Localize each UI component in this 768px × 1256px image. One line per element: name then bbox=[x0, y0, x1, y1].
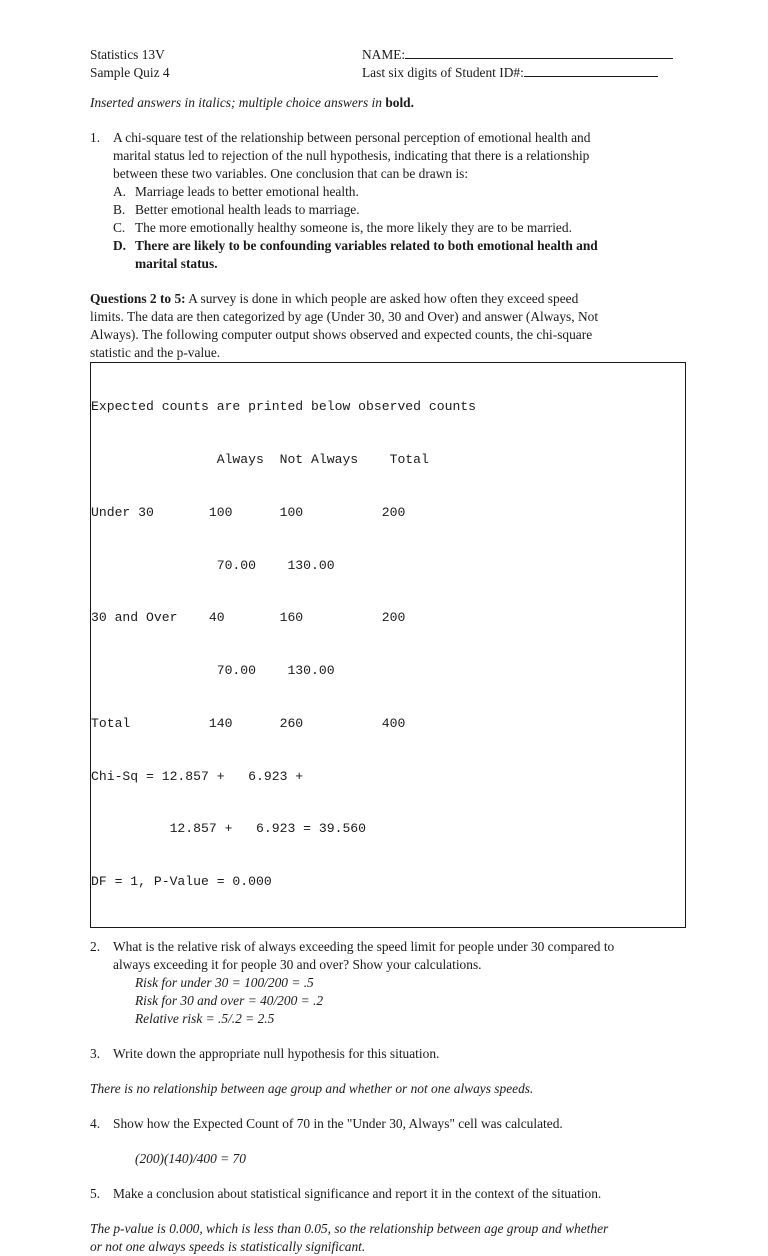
scenario-label: Questions 2 to 5: bbox=[90, 291, 186, 306]
question-text: Show how the Expected Count of 70 in the "Under 30, Always" cell was calculated. bbox=[113, 1116, 563, 1131]
computer-output-box bbox=[90, 362, 686, 928]
option-d-correct: D. There are likely to be confounding variables related to both emotional health and marital status. bbox=[113, 238, 598, 271]
output-line: 70.00 130.00 bbox=[91, 557, 335, 573]
student-id-label: Last six digits of Student ID#: bbox=[362, 65, 524, 80]
header-right bbox=[362, 46, 673, 82]
answer-q3: There is no relationship between age group and whether or not one always speeds. bbox=[90, 1081, 534, 1096]
header-left bbox=[90, 46, 170, 82]
output-line: 70.00 130.00 bbox=[91, 663, 335, 679]
question-1 bbox=[90, 129, 690, 273]
output-line: DF = 1, P-Value = 0.000 bbox=[91, 874, 272, 890]
output-line: 12.857 + 6.923 = 39.560 bbox=[91, 821, 367, 837]
answer-line: Risk for under 30 = 100/200 = .5 bbox=[135, 975, 314, 990]
quiz-page bbox=[90, 46, 690, 1256]
question-2 bbox=[90, 938, 690, 974]
question-text: between these two variables. One conclusion that can be drawn is: bbox=[113, 166, 469, 181]
question-text: marital status led to rejection of the null hypothesis, indicating that there is a relationship bbox=[113, 148, 590, 163]
scenario-text: Questions 2 to 5: A survey is done in which people are asked how often they exceed speed limits. The data are then categorized by age (Under 30, 30 and Over) and answer (Always, Not Always). The following computer output shows observed and expected counts, the chi-square statistic and the p-value. bbox=[90, 291, 599, 360]
question-text: A chi-square test of the relationship between personal perception of emotional health and bbox=[113, 130, 591, 145]
question-number: 1. bbox=[90, 130, 101, 145]
question-number: 5. bbox=[90, 1186, 101, 1201]
answer-line: Relative risk = .5/.2 = 2.5 bbox=[135, 1011, 275, 1026]
answer-line: Risk for 30 and over = 40/200 = .2 bbox=[135, 993, 324, 1008]
output-line: Chi-Sq = 12.857 + 6.923 + bbox=[91, 768, 304, 784]
name-blank bbox=[405, 46, 673, 59]
answer-q5: or not one always speeds is statistically significant. bbox=[90, 1239, 366, 1254]
output-line: Total 140 260 400 bbox=[91, 715, 406, 731]
instructions bbox=[90, 94, 690, 112]
question-text: Make a conclusion about statistical significance and report it in the context of the situation. bbox=[113, 1186, 602, 1201]
name-label: NAME: bbox=[362, 47, 406, 62]
answer-q5: The p-value is 0.000, which is less than 0.05, so the relationship between age group and whether bbox=[90, 1221, 609, 1236]
option-a: A. Marriage leads to better emotional health. bbox=[113, 184, 359, 199]
output-line: Under 30 100 100 200 bbox=[91, 504, 406, 520]
instructions-italic: Inserted answers in italics; multiple choice answers in bbox=[90, 95, 386, 110]
question-text: always exceeding it for people 30 and over? Show your calculations. bbox=[113, 957, 482, 972]
question-3 bbox=[90, 1045, 690, 1063]
course-title: Statistics 13V bbox=[90, 47, 165, 62]
option-b: B. Better emotional health leads to marriage. bbox=[113, 202, 360, 217]
question-number: 2. bbox=[90, 939, 101, 954]
question-text: Write down the appropriate null hypothesis for this situation. bbox=[113, 1046, 440, 1061]
question-4 bbox=[90, 1115, 690, 1133]
answer-q4: (200)(140)/400 = 70 bbox=[135, 1151, 246, 1166]
student-id-blank bbox=[524, 64, 658, 77]
output-line: 30 and Over 40 160 200 bbox=[91, 610, 406, 626]
question-text: What is the relative risk of always exceeding the speed limit for people under 30 compared to bbox=[113, 939, 615, 954]
question-5 bbox=[90, 1185, 690, 1203]
output-line: Expected counts are printed below observed counts bbox=[91, 399, 477, 415]
question-number: 4. bbox=[90, 1116, 101, 1131]
quiz-title: Sample Quiz 4 bbox=[90, 65, 170, 80]
instructions-bold: bold. bbox=[385, 95, 414, 110]
output-line: Always Not Always Total bbox=[91, 451, 429, 467]
quiz-header bbox=[90, 46, 690, 84]
option-c: C. The more emotionally healthy someone is, the more likely they are to be married. bbox=[113, 220, 572, 235]
question-number: 3. bbox=[90, 1046, 101, 1061]
